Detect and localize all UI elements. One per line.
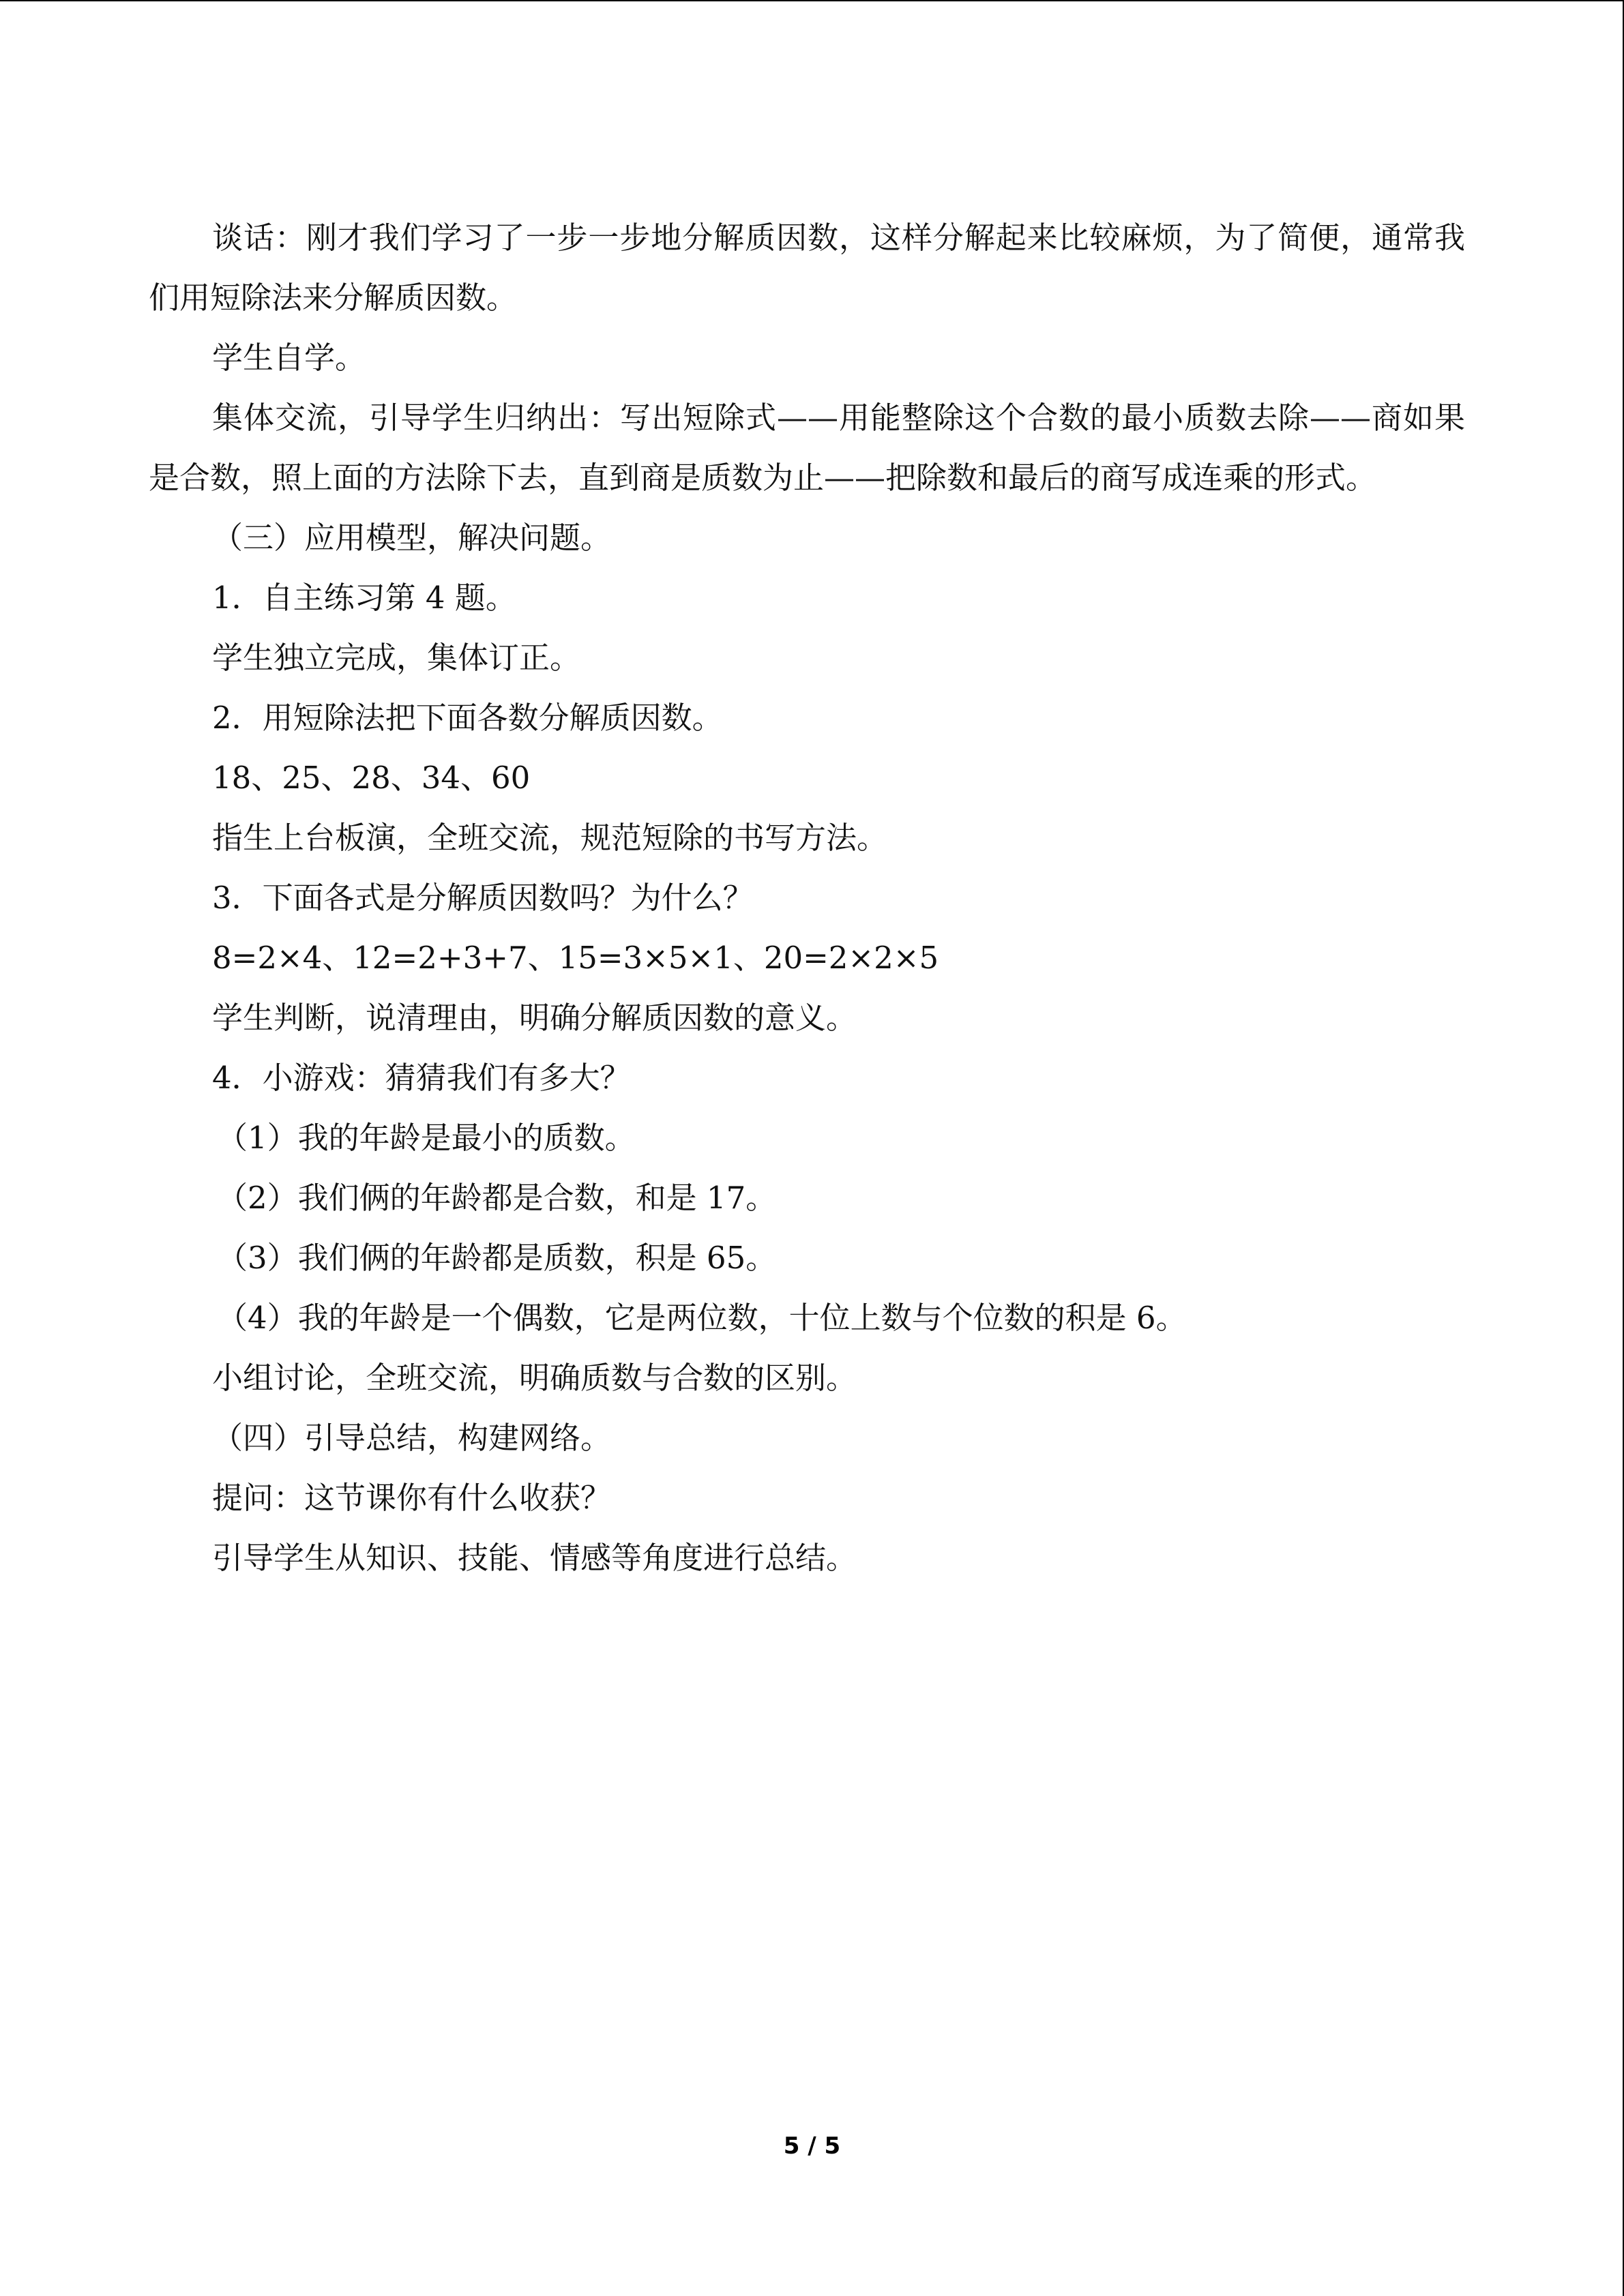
page-number: 5 / 5: [783, 2132, 841, 2160]
paragraph-independent-work: 学生独立完成，集体订正。: [212, 640, 581, 676]
section-heading-apply-model: （三）应用模型，解决问题。: [212, 520, 612, 556]
game-clue-1: （1）我的年龄是最小的质数。: [217, 1120, 636, 1156]
paragraph-guide-summary: 引导学生从知识、技能、情感等角度进行总结。: [212, 1540, 857, 1576]
number-list: 18、25、28、34、60: [212, 760, 531, 796]
top-border-line: [0, 0, 1624, 1]
paragraph-board-demo: 指生上台板演，全班交流，规范短除的书写方法。: [212, 820, 888, 856]
document-body: [149, 208, 1465, 1588]
list-item-exercise-2: 2．用短除法把下面各数分解质因数。: [212, 700, 723, 736]
paragraph-group-discussion: 小组讨论，全班交流，明确质数与合数的区别。: [212, 1360, 857, 1396]
list-item-exercise-3: 3．下面各式是分解质因数吗？为什么？: [212, 880, 754, 916]
game-clue-2: （2）我们俩的年龄都是合数，和是 17。: [217, 1180, 777, 1216]
paragraph-self-study: 学生自学。: [212, 340, 366, 376]
paragraph-question: 提问：这节课你有什么收获？: [212, 1480, 612, 1516]
equation-list: 8=2×4、12=2+3+7、15=3×5×1、20=2×2×5: [212, 940, 939, 976]
game-clue-4: （4）我的年龄是一个偶数，它是两位数，十位上数与个位数的积是 6。: [217, 1300, 1187, 1336]
section-heading-summary: （四）引导总结，构建网络。: [212, 1420, 612, 1456]
list-item-exercise-4: 4．小游戏：猜猜我们有多大？: [212, 1060, 631, 1096]
paragraph-talk-intro: 谈话：刚才我们学习了一步一步地分解质因数，这样分解起来比较麻烦，为了简便，通常我们用短除法来分解质因数。: [149, 220, 1465, 316]
paragraph-group-summary: 集体交流，引导学生归纳出：写出短除式——用能整除这个合数的最小质数去除——商如果是合数，照上面的方法除下去，直到商是质数为止——把除数和最后的商写成连乘的形式。: [149, 400, 1465, 496]
paragraph-judgement: 学生判断，说清理由，明确分解质因数的意义。: [212, 1000, 857, 1036]
game-clue-3: （3）我们俩的年龄都是质数，积是 65。: [217, 1240, 777, 1276]
list-item-exercise-1: 1．自主练习第 4 题。: [212, 580, 516, 616]
